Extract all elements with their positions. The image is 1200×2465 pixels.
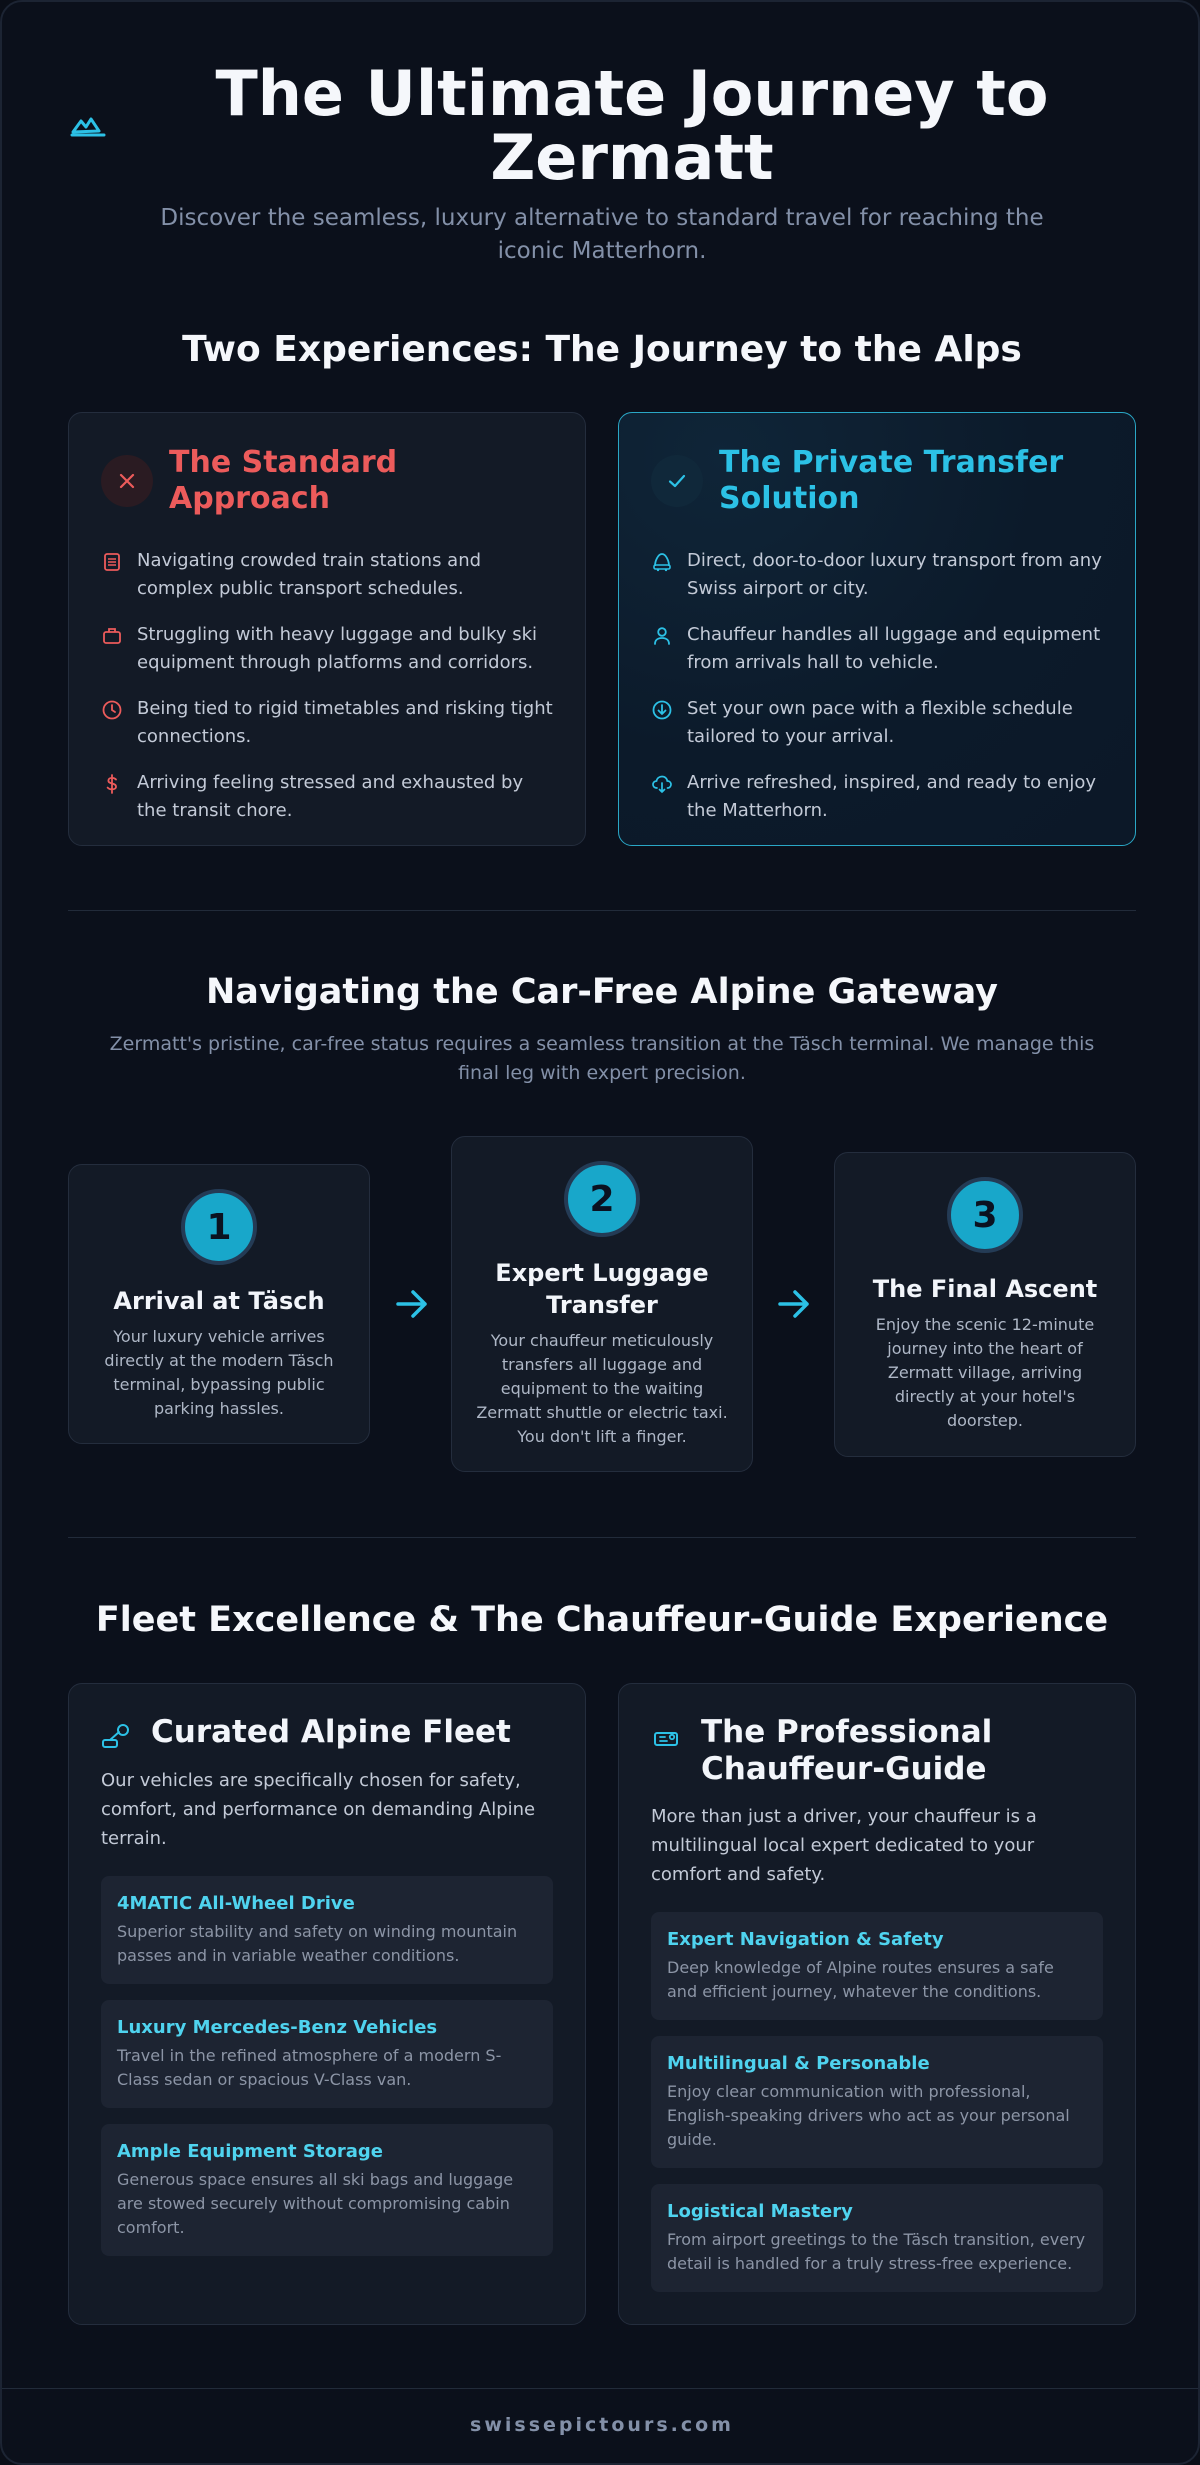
user-icon [651, 625, 673, 647]
feature-description: Enjoy clear communication with professional, English-speaking drivers who act as your personal guide. [667, 2082, 1070, 2149]
page-subtitle: Discover the seamless, luxury alternative to standard travel for reaching the iconic Matterhorn. [160, 205, 1044, 264]
cloud-download-icon [651, 773, 673, 795]
section-divider [68, 1537, 1136, 1538]
list-item-text: Arriving feeling stressed and exhausted by the transit chore. [137, 772, 524, 821]
feature-item [101, 1876, 553, 1984]
step-title: The Final Ascent [872, 1275, 1098, 1303]
step-title: Expert Luggage Transfer [495, 1259, 709, 1319]
list-item-text: Struggling with heavy luggage and bulky ski equipment through platforms and corridors. [137, 624, 538, 673]
vehicle-key-icon [101, 1722, 133, 1754]
list-icon [101, 551, 123, 573]
private-transfer-card [618, 412, 1136, 846]
step-card [451, 1136, 753, 1472]
dollar-icon [101, 773, 123, 795]
list-item-text: Navigating crowded train stations and complex public transport schedules. [137, 550, 482, 599]
page-title: The Ultimate Journey to Zermatt [215, 57, 1049, 194]
list-item-text: Direct, door-to-door luxury transport from any Swiss airport or city. [687, 550, 1102, 599]
feature-title: Logistical Mastery [667, 2201, 853, 2222]
list-item [101, 621, 557, 677]
feature-title: Ample Equipment Storage [117, 2141, 383, 2162]
feature-description: From airport greetings to the Täsch transition, every detail is handled for a truly stress-free experience. [667, 2230, 1086, 2273]
luggage-icon [101, 625, 123, 647]
step-number-badge: 1 [181, 1189, 257, 1265]
list-item-text: Arrive refreshed, inspired, and ready to enjoy the Matterhorn. [687, 772, 1097, 821]
step-title: Arrival at Täsch [113, 1287, 325, 1315]
feature-item [101, 2124, 553, 2256]
list-item [651, 621, 1107, 677]
step-card [68, 1164, 370, 1444]
footer-website: swissepictours.com [470, 2414, 734, 2436]
feature-title: Luxury Mercedes-Benz Vehicles [117, 2017, 438, 2038]
mountain-logo-icon [70, 112, 108, 138]
arrow-right-icon [392, 1284, 432, 1324]
step-description: Enjoy the scenic 12-minute journey into the heart of Zermatt village, arriving directly at your hotel's doorstep. [875, 1315, 1095, 1430]
standard-approach-title: The Standard Approach [169, 445, 398, 516]
feature-title: Expert Navigation & Safety [667, 1929, 944, 1950]
feature-title: 4MATIC All-Wheel Drive [117, 1893, 355, 1914]
check-icon [651, 455, 703, 507]
footer-divider [2, 2388, 1200, 2389]
chauffeur-guide-card [618, 1683, 1136, 2325]
feature-description: Superior stability and safety on winding mountain passes and in variable weather conditions. [117, 1922, 518, 1965]
feature-item [651, 1912, 1103, 2020]
feature-item [101, 2000, 553, 2108]
close-icon [101, 455, 153, 507]
ticket-icon [651, 1722, 683, 1754]
feature-description: Deep knowledge of Alpine routes ensures a safe and efficient journey, whatever the conditions. [667, 1958, 1054, 2001]
arrow-right-icon [774, 1284, 814, 1324]
step-description: Your luxury vehicle arrives directly at the modern Täsch terminal, bypassing public parking hassles. [104, 1327, 334, 1418]
arrow-down-circle-icon [651, 699, 673, 721]
list-item [651, 769, 1107, 825]
list-item-text: Set your own pace with a flexible schedule tailored to your arrival. [687, 698, 1073, 747]
feature-item [651, 2184, 1103, 2292]
feature-title: Multilingual & Personable [667, 2053, 930, 2074]
fleet-heading: Fleet Excellence & The Chauffeur-Guide Experience [95, 1600, 1109, 1640]
list-item-text: Being tied to rigid timetables and risking tight connections. [137, 698, 553, 747]
feature-description: Generous space ensures all ski bags and luggage are stowed securely without compromising cabin comfort. [117, 2170, 514, 2237]
curated-fleet-title: Curated Alpine Fleet [151, 1714, 511, 1750]
feature-description: Travel in the refined atmosphere of a modern S-Class sedan or spacious V-Class van. [117, 2046, 502, 2089]
step-card [834, 1152, 1136, 1457]
list-item [101, 695, 557, 751]
chauffeur-guide-intro: More than just a driver, your chauffeur is a multilingual local expert dedicated to your comfort and safety. [651, 1806, 1037, 1885]
gateway-heading: Navigating the Car-Free Alpine Gateway [205, 972, 998, 1012]
clock-icon [101, 699, 123, 721]
standard-approach-card [68, 412, 586, 846]
step-number-badge: 3 [947, 1177, 1023, 1253]
private-transfer-title: The Private Transfer Solution [719, 445, 1064, 516]
list-item [651, 547, 1107, 603]
section-divider [68, 910, 1136, 911]
step-description: Your chauffeur meticulously transfers all luggage and equipment to the waiting Zermatt shuttle or electric taxi. You don't lift a finger. [476, 1331, 728, 1446]
chauffeur-guide-title: The Professional Chauffeur-Guide [701, 1714, 993, 1787]
gateway-subtitle: Zermatt's pristine, car-free status requires a seamless transition at the Täsch terminal. We manage this final leg with expert precision. [109, 1033, 1095, 1084]
car-icon [651, 551, 673, 573]
experiences-heading: Two Experiences: The Journey to the Alps [182, 329, 1022, 370]
list-item [101, 547, 557, 603]
list-item [101, 769, 557, 825]
step-number-badge: 2 [564, 1161, 640, 1237]
curated-fleet-card [68, 1683, 586, 2325]
feature-item [651, 2036, 1103, 2168]
list-item [651, 695, 1107, 751]
curated-fleet-intro: Our vehicles are specifically chosen for safety, comfort, and performance on demanding Alpine terrain. [101, 1770, 536, 1849]
list-item-text: Chauffeur handles all luggage and equipment from arrivals hall to vehicle. [687, 624, 1101, 673]
